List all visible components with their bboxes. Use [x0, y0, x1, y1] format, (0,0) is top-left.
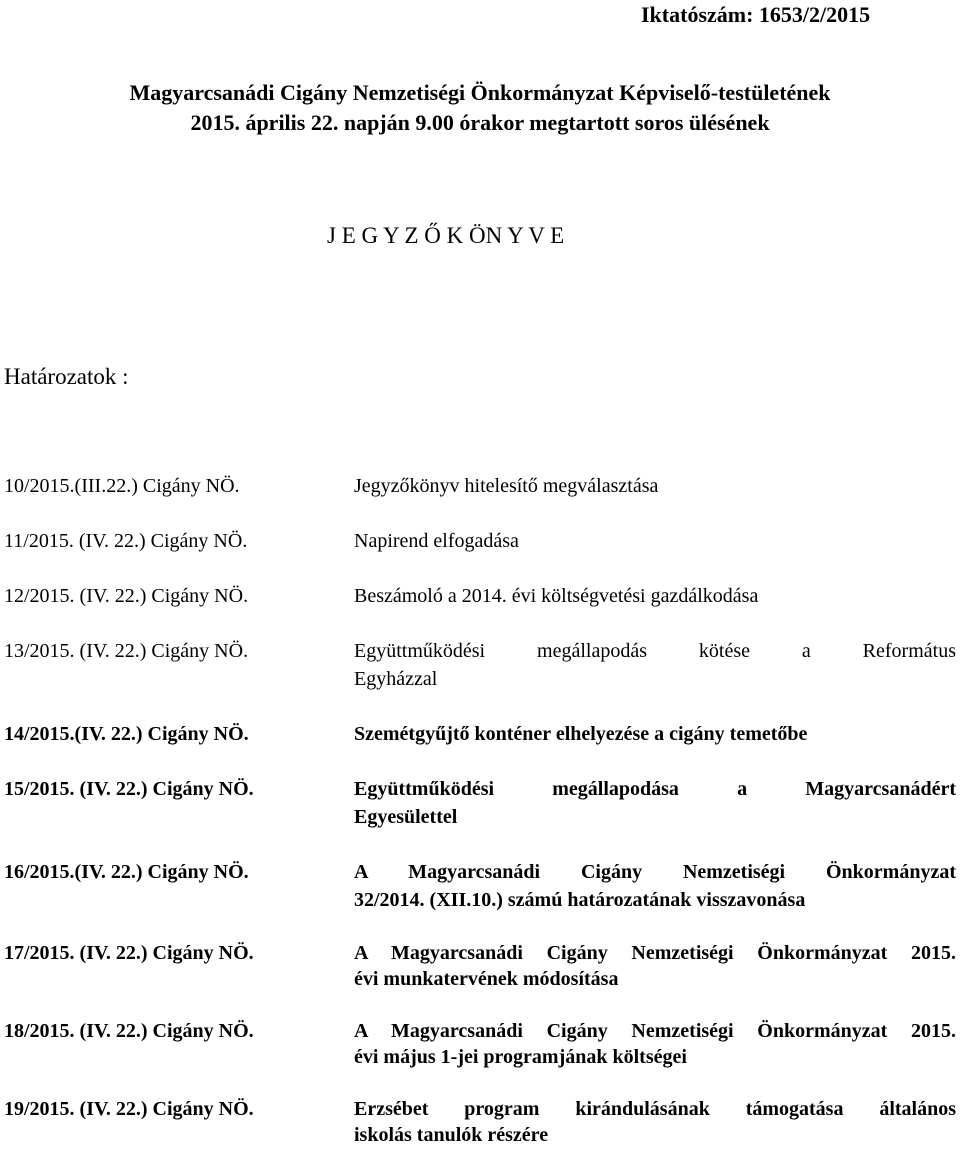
resolution-number: 12/2015. (IV. 22.) Cigány NÖ. [4, 585, 249, 607]
resolution-number: 13/2015. (IV. 22.) Cigány NÖ. [4, 640, 249, 662]
resolution-text-line-1: Együttműködési megállapodás kötése a Református [354, 640, 956, 662]
resolution-number: 17/2015. (IV. 22.) Cigány NÖ. [4, 942, 254, 964]
resolution-number: 14/2015.(IV. 22.) Cigány NÖ. [4, 723, 249, 745]
reference-number: Iktatószám: 1653/2/2015 [641, 2, 871, 27]
resolution-text-line-2: Egyházzal [354, 668, 438, 690]
resolution-text: Beszámoló a 2014. évi költségvetési gazdálkodása [354, 585, 759, 607]
section-title: Határozatok : [4, 364, 129, 389]
resolution-text-line-1: A Magyarcsanádi Cigány Nemzetiségi Önkormányzat 2015. [354, 1020, 956, 1042]
resolution-text: Napirend elfogadása [354, 530, 519, 552]
resolution-text-line-2: évi május 1-jei programjának költségei [354, 1046, 687, 1068]
heading-line-1: Magyarcsanádi Cigány Nemzetiségi Önkormányzat Képviselő-testületének [129, 80, 831, 105]
resolution-text-line-1: Együttműködési megállapodása a Magyarcsanádért [354, 778, 956, 800]
resolution-text: Szemétgyűjtő konténer elhelyezése a cigány temetőbe [354, 723, 808, 745]
resolution-text-line-2: iskolás tanulók részére [354, 1124, 549, 1146]
resolution-number: 11/2015. (IV. 22.) Cigány NÖ. [4, 530, 248, 552]
resolution-number: 16/2015.(IV. 22.) Cigány NÖ. [4, 861, 249, 883]
resolution-text-line-2: Egyesülettel [354, 806, 458, 828]
resolution-text-line-2: évi munkatervének módosítása [354, 968, 619, 990]
resolution-text: Jegyzőkönyv hitelesítő megválasztása [354, 475, 659, 497]
resolution-number: 19/2015. (IV. 22.) Cigány NÖ. [4, 1098, 254, 1120]
resolution-text-line-1: A Magyarcsanádi Cigány Nemzetiségi Önkormányzat 2015. [354, 942, 956, 964]
resolution-text-line-1: A Magyarcsanádi Cigány Nemzetiségi Önkormányzat [354, 861, 956, 883]
resolution-number: 18/2015. (IV. 22.) Cigány NÖ. [4, 1020, 254, 1042]
resolution-text-line-2: 32/2014. (XII.10.) számú határozatának visszavonása [354, 889, 806, 911]
resolution-number: 15/2015. (IV. 22.) Cigány NÖ. [4, 778, 254, 800]
document-title: J E G Y Z Ő K ÖN Y V E [327, 223, 565, 248]
resolution-text-line-1: Erzsébet program kirándulásának támogatása általános [354, 1098, 956, 1120]
heading-line-2: 2015. április 22. napján 9.00 órakor megtartott soros ülésének [190, 110, 770, 135]
resolution-number: 10/2015.(III.22.) Cigány NÖ. [4, 475, 240, 497]
